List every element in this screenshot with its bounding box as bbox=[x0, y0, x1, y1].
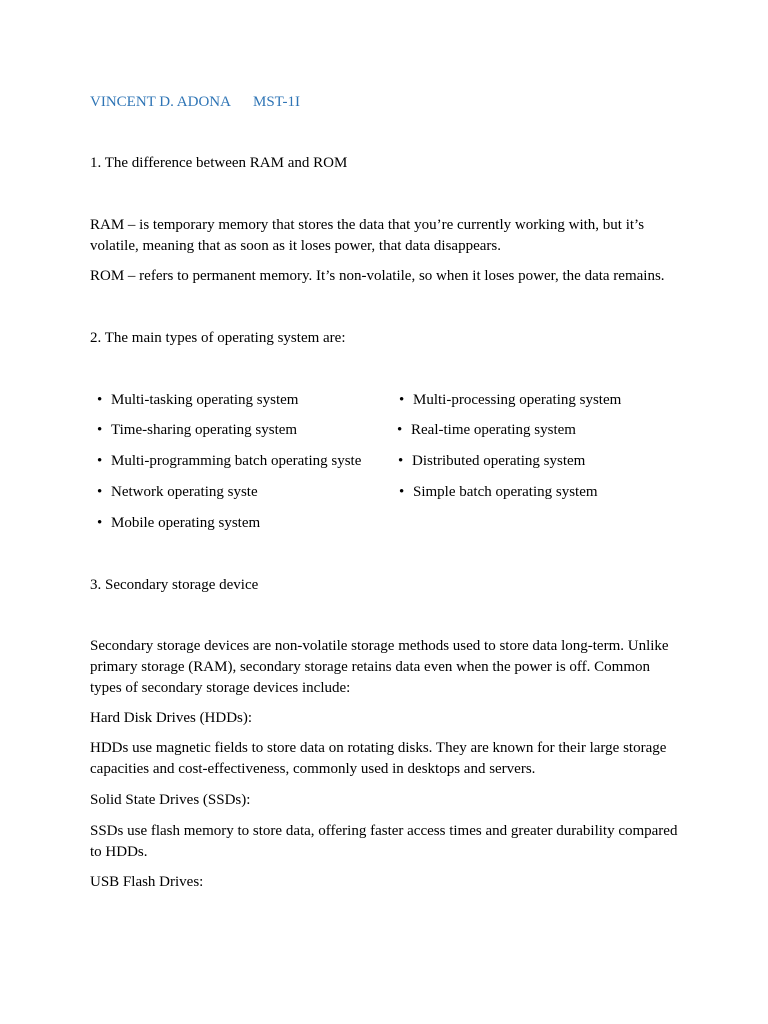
document-header bbox=[90, 92, 300, 113]
bullet-icon: • bbox=[397, 422, 403, 438]
bullet-icon: • bbox=[97, 484, 103, 500]
list-item: • Multi-programming batch operating syste bbox=[90, 451, 361, 472]
bullet-icon: • bbox=[398, 453, 404, 469]
ram-definition: RAM – is temporary memory that stores the data that you’re currently working with, but it’s volatile, meaning that as soon as it loses power, that data disappears. bbox=[90, 217, 645, 254]
list-item: • Multi-processing operating system bbox=[392, 390, 621, 411]
list-item: • Distributed operating system bbox=[391, 451, 585, 472]
question-1-heading: 1. The difference between RAM and ROM bbox=[90, 155, 348, 171]
ssd-description: SSDs use flash memory to store data, offering faster access times and greater durability compared to HDDs. bbox=[90, 823, 678, 860]
question-2-heading: 2. The main types of operating system are: bbox=[90, 330, 346, 346]
bullet-icon: • bbox=[399, 484, 405, 500]
list-item: • Network operating syste bbox=[90, 482, 258, 503]
list-item: • Real-time operating system bbox=[390, 420, 576, 441]
bullet-icon: • bbox=[97, 422, 103, 438]
list-item: • Multi-tasking operating system bbox=[90, 390, 298, 411]
hdd-title: Hard Disk Drives (HDDs): bbox=[90, 710, 253, 726]
author-name: VINCENT D. ADONA bbox=[90, 94, 231, 110]
ssd-title: Solid State Drives (SSDs): bbox=[90, 792, 251, 808]
bullet-icon: • bbox=[97, 515, 103, 531]
section-code: MST-1I bbox=[252, 94, 300, 110]
bullet-icon: • bbox=[97, 453, 103, 469]
usb-title: USB Flash Drives: bbox=[90, 874, 204, 890]
list-item: • Time-sharing operating system bbox=[90, 420, 297, 441]
list-item: • Simple batch operating system bbox=[392, 482, 598, 503]
bullet-icon: • bbox=[399, 392, 405, 408]
secondary-storage-intro: Secondary storage devices are non-volatile storage methods used to store data long-term. Unlike primary storage (RAM), secondary storage retains data even when the power is off. Common types of secondary storage devices include: bbox=[90, 638, 669, 696]
rom-definition: ROM – refers to permanent memory. It’s non-volatile, so when it loses power, the data remains. bbox=[90, 268, 665, 284]
bullet-icon: • bbox=[97, 392, 103, 408]
hdd-description: HDDs use magnetic fields to store data on rotating disks. They are known for their large storage capacities and cost-effectiveness, commonly used in desktops and servers. bbox=[90, 740, 667, 777]
question-3-heading: 3. Secondary storage device bbox=[90, 577, 259, 593]
list-item: • Mobile operating system bbox=[90, 513, 260, 534]
